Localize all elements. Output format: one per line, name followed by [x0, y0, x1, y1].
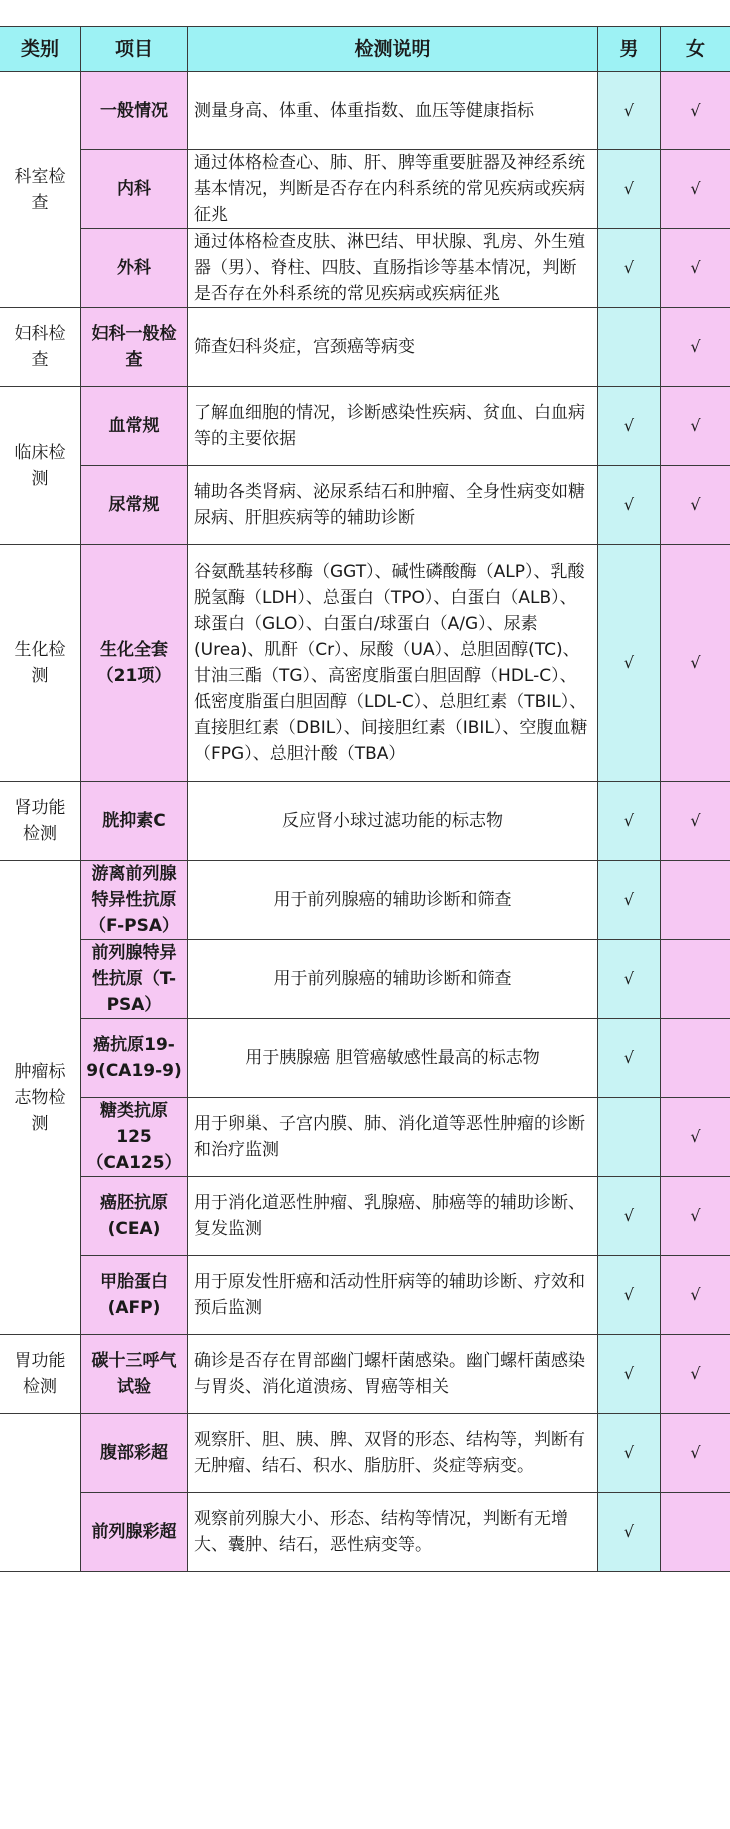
- item-cell: 胱抑素C: [81, 782, 188, 861]
- description-cell: 观察前列腺大小、形态、结构等情况，判断有无增大、囊肿、结石，恶性病变等。: [188, 1493, 598, 1572]
- male-check-cell: √: [598, 1019, 661, 1098]
- item-cell: 游离前列腺特异性抗原（F-PSA）: [81, 861, 188, 940]
- male-check-cell: √: [598, 1335, 661, 1414]
- item-cell: 妇科一般检查: [81, 308, 188, 387]
- description-cell: 观察肝、胆、胰、脾、双肾的形态、结构等，判断有无肿瘤、结石、积水、脂肪肝、炎症等病变。: [188, 1414, 598, 1493]
- female-check-cell: √: [661, 782, 730, 861]
- female-check-cell: √: [661, 466, 730, 545]
- header-male: 男: [598, 27, 661, 72]
- male-check-cell: [598, 308, 661, 387]
- female-check-cell: [661, 861, 730, 940]
- category-cell: 肾功能检测: [0, 782, 81, 861]
- item-cell: 一般情况: [81, 72, 188, 150]
- description-cell: 用于前列腺癌的辅助诊断和筛查: [188, 861, 598, 940]
- female-check-cell: √: [661, 545, 730, 782]
- description-cell: 用于消化道恶性肿瘤、乳腺癌、肺癌等的辅助诊断、复发监测: [188, 1177, 598, 1256]
- item-cell: 外科: [81, 229, 188, 308]
- category-cell: [0, 1414, 81, 1572]
- category-cell: 科室检查: [0, 72, 81, 308]
- female-check-cell: √: [661, 1177, 730, 1256]
- category-cell: 生化检测: [0, 545, 81, 782]
- female-check-cell: [661, 940, 730, 1019]
- female-check-cell: √: [661, 1414, 730, 1493]
- header-category: 类别: [0, 27, 81, 72]
- female-check-cell: √: [661, 387, 730, 466]
- male-check-cell: √: [598, 466, 661, 545]
- female-check-cell: √: [661, 1256, 730, 1335]
- category-cell: 肿瘤标志物检测: [0, 861, 81, 1335]
- male-check-cell: √: [598, 150, 661, 229]
- item-cell: 内科: [81, 150, 188, 229]
- item-cell: 癌抗原19-9(CA19-9): [81, 1019, 188, 1098]
- male-check-cell: √: [598, 1177, 661, 1256]
- female-check-cell: [661, 1493, 730, 1572]
- category-cell: 临床检测: [0, 387, 81, 545]
- description-cell: 用于前列腺癌的辅助诊断和筛查: [188, 940, 598, 1019]
- description-cell: 谷氨酰基转移酶（GGT）、碱性磷酸酶（ALP）、乳酸脱氢酶（LDH）、总蛋白（TPO）、白蛋白（ALB）、球蛋白（GLO）、白蛋白/球蛋白（A/G）、尿素(Urea)、肌酐（Cr）、尿酸（UA）、总胆固醇(TC)、甘油三酯（TG）、高密度脂蛋白胆固醇（HDL-C）、低密度脂蛋白胆固醇（LDL-C）、总胆红素（TBIL）、直接胆红素（DBIL）、间接胆红素（IBIL）、空腹血糖（FPG）、总胆汁酸（TBA）: [188, 545, 598, 782]
- description-cell: 了解血细胞的情况，诊断感染性疾病、贫血、白血病等的主要依据: [188, 387, 598, 466]
- header-female: 女: [661, 27, 730, 72]
- exam-items-table: [0, 26, 730, 1572]
- male-check-cell: √: [598, 545, 661, 782]
- male-check-cell: √: [598, 72, 661, 150]
- male-check-cell: [598, 1098, 661, 1177]
- description-cell: 通过体格检查心、肺、肝、脾等重要脏器及神经系统基本情况，判断是否存在内科系统的常见疾病或疾病征兆: [188, 150, 598, 229]
- female-check-cell: √: [661, 308, 730, 387]
- description-cell: 确诊是否存在胃部幽门螺杆菌感染。幽门螺杆菌感染与胃炎、消化道溃疡、胃癌等相关: [188, 1335, 598, 1414]
- item-cell: 前列腺特异性抗原（T-PSA）: [81, 940, 188, 1019]
- category-cell: 胃功能检测: [0, 1335, 81, 1414]
- item-cell: 生化全套（21项）: [81, 545, 188, 782]
- header-item: 项目: [81, 27, 188, 72]
- female-check-cell: √: [661, 1098, 730, 1177]
- male-check-cell: √: [598, 940, 661, 1019]
- male-check-cell: √: [598, 1256, 661, 1335]
- item-cell: 腹部彩超: [81, 1414, 188, 1493]
- item-cell: 血常规: [81, 387, 188, 466]
- male-check-cell: √: [598, 861, 661, 940]
- header-description: 检测说明: [188, 27, 598, 72]
- description-cell: 辅助各类肾病、泌尿系结石和肿瘤、全身性病变如糖尿病、肝胆疾病等的辅助诊断: [188, 466, 598, 545]
- description-cell: 用于原发性肝癌和活动性肝病等的辅助诊断、疗效和预后监测: [188, 1256, 598, 1335]
- category-cell: 妇科检查: [0, 308, 81, 387]
- female-check-cell: √: [661, 229, 730, 308]
- item-cell: 尿常规: [81, 466, 188, 545]
- male-check-cell: √: [598, 1414, 661, 1493]
- female-check-cell: √: [661, 72, 730, 150]
- description-cell: 通过体格检查皮肤、淋巴结、甲状腺、乳房、外生殖器（男）、脊柱、四肢、直肠指诊等基本情况，判断是否存在外科系统的常见疾病或疾病征兆: [188, 229, 598, 308]
- item-cell: 碳十三呼气试验: [81, 1335, 188, 1414]
- description-cell: 反应肾小球过滤功能的标志物: [188, 782, 598, 861]
- item-cell: 糖类抗原125（CA125）: [81, 1098, 188, 1177]
- description-cell: 测量身高、体重、体重指数、血压等健康指标: [188, 72, 598, 150]
- description-cell: 用于卵巢、子宫内膜、肺、消化道等恶性肿瘤的诊断和治疗监测: [188, 1098, 598, 1177]
- male-check-cell: √: [598, 782, 661, 861]
- description-cell: 筛查妇科炎症，宫颈癌等病变: [188, 308, 598, 387]
- description-cell: 用于胰腺癌 胆管癌敏感性最高的标志物: [188, 1019, 598, 1098]
- female-check-cell: √: [661, 150, 730, 229]
- male-check-cell: √: [598, 387, 661, 466]
- item-cell: 癌胚抗原(CEA): [81, 1177, 188, 1256]
- female-check-cell: [661, 1019, 730, 1098]
- male-check-cell: √: [598, 1493, 661, 1572]
- item-cell: 甲胎蛋白(AFP): [81, 1256, 188, 1335]
- female-check-cell: √: [661, 1335, 730, 1414]
- male-check-cell: √: [598, 229, 661, 308]
- item-cell: 前列腺彩超: [81, 1493, 188, 1572]
